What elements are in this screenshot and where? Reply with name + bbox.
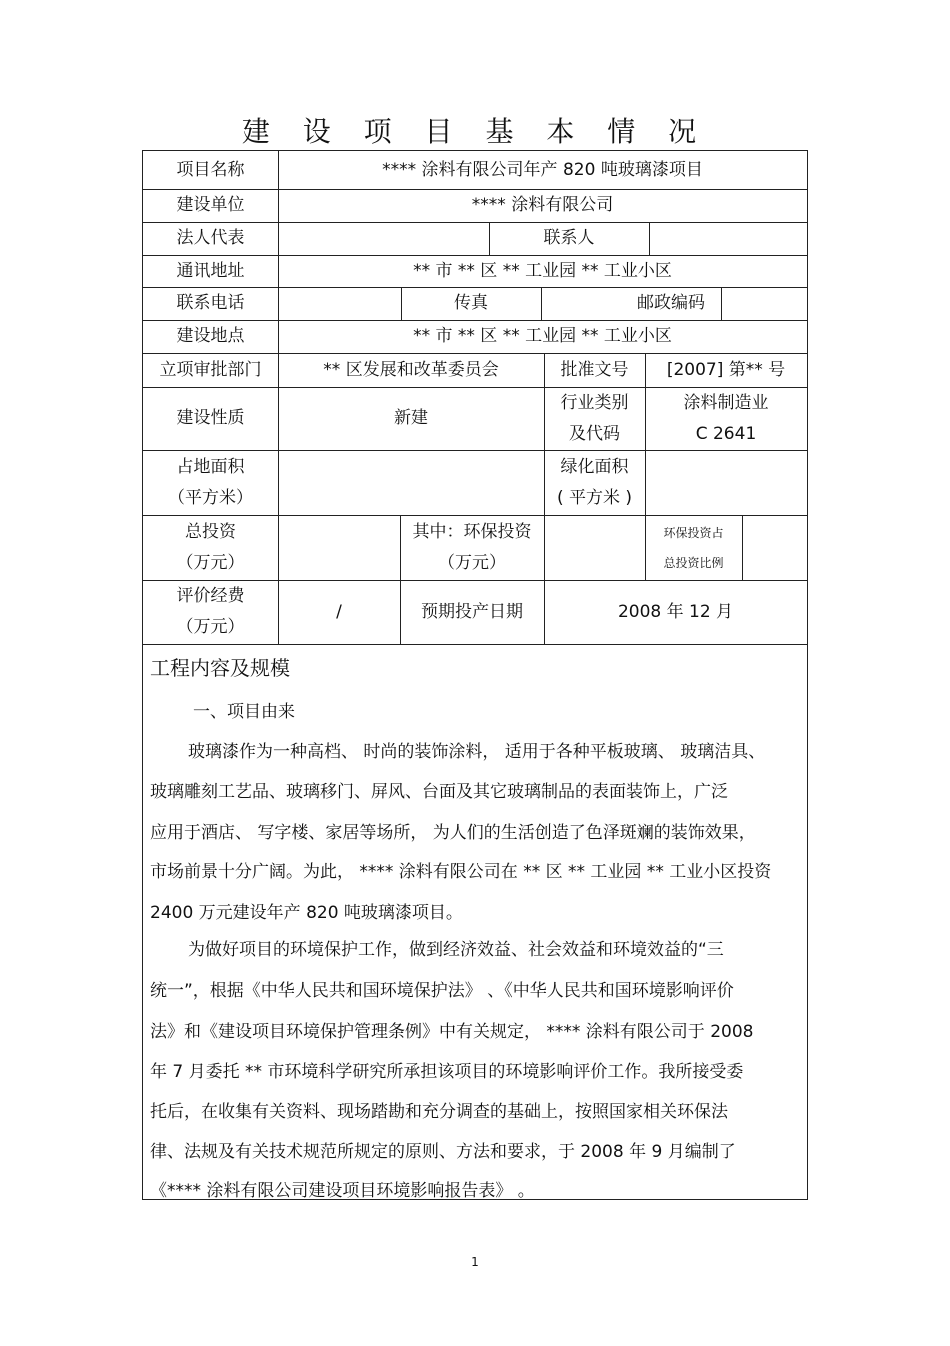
paragraph-line: 年 7 月委托 ** 市环境科学研究所承担该项目的环境影响评价工作。我所接受委 <box>150 1062 744 1082</box>
label-approval-dept: 立项审批部门 <box>159 359 262 380</box>
label-green <box>544 450 645 515</box>
value-fee: / <box>336 601 342 622</box>
label-project-name: 项目名称 <box>176 159 245 180</box>
label-phone: 联系电话 <box>176 293 245 313</box>
label-invest-line1: 总投资 <box>185 521 236 542</box>
value-industry-line1: 涂料制造业 <box>683 392 769 413</box>
label-site: 建设地点 <box>176 326 245 346</box>
label-green-line2: ( 平方米 ) <box>556 487 633 508</box>
value-project-name: **** 涂料有限公司年产 820 吨玻璃漆项目 <box>382 159 703 180</box>
section-heading: 工程内容及规模 <box>150 656 290 680</box>
paragraph-line: 《**** 涂料有限公司建设项目环境影响报告表》 。 <box>150 1181 535 1201</box>
label-green-line1: 绿化面积 <box>560 456 629 477</box>
label-invest <box>143 515 278 580</box>
label-industry <box>544 387 645 450</box>
label-industry-line2: 及代码 <box>569 423 620 444</box>
label-env-ratio-line2: 总投资比例 <box>663 555 724 570</box>
label-contact: 联系人 <box>543 228 595 248</box>
value-prod-date: 2008 年 12 月 <box>617 601 734 622</box>
paragraph-line: 法》和《建设项目环境保护管理条例》中有关规定， **** 涂料有限公司于 2008 <box>150 1022 754 1042</box>
label-legal-rep: 法人代表 <box>176 228 245 248</box>
label-approval-no: 批准文号 <box>560 359 629 380</box>
label-postcode: 邮政编码 <box>637 293 705 313</box>
label-fee-line2: （万元） <box>176 617 245 637</box>
label-area <box>143 450 278 515</box>
value-nature: 新建 <box>394 408 428 428</box>
page-number: 1 <box>471 1255 479 1269</box>
paragraph-line: 应用于酒店、 写字楼、家居等场所， 为人们的生活创造了色泽斑斓的装饰效果， <box>150 823 756 843</box>
paragraph-line: 玻璃雕刻工艺品、玻璃移门、屏风、台面及其它玻璃制品的表面装饰上，广泛 <box>150 782 728 802</box>
value-site: ** 市 ** 区 ** 工业园 ** 工业小区 <box>413 326 672 346</box>
label-fee-line1: 评价经费 <box>176 586 245 606</box>
paragraph-line: 市场前景十分广阔。为此， **** 涂料有限公司在 ** 区 ** 工业园 ** 工业小区投资 <box>150 862 772 882</box>
value-industry <box>645 387 807 450</box>
value-approval-dept: ** 区发展和改革委员会 <box>323 359 499 380</box>
page-title: 建 设 项 目 基 本 情 况 <box>241 115 709 148</box>
paragraph-line: 统一”，根据《中华人民共和国环境保护法》 、《中华人民共和国环境影响评价 <box>150 981 734 1001</box>
value-address: ** 市 ** 区 ** 工业园 ** 工业小区 <box>413 260 672 281</box>
label-prod-date: 预期投产日期 <box>421 601 523 622</box>
label-area-line2: （平方米） <box>168 487 253 508</box>
label-env-invest <box>400 515 544 580</box>
paragraph-line: 律、法规及有关技术规范所规定的原则、方法和要求，于 2008 年 9 月编制了 <box>150 1142 736 1162</box>
label-env-ratio-line1: 环保投资占 <box>663 525 724 540</box>
label-address: 通讯地址 <box>176 260 245 281</box>
label-fee <box>143 580 278 644</box>
paragraph-line: 为做好项目的环境保护工作，做到经济效益、社会效益和环境效益的“三 <box>188 940 724 960</box>
label-builder: 建设单位 <box>176 195 245 215</box>
value-builder: **** 涂料有限公司 <box>471 195 614 215</box>
label-invest-line2: （万元） <box>176 552 245 573</box>
paragraph-line: 一、项目由来 <box>193 702 295 722</box>
label-nature: 建设性质 <box>176 408 245 428</box>
label-env-invest-line1: 其中：环保投资 <box>412 521 532 542</box>
paragraph-line: 托后，在收集有关资料、现场踏勘和充分调查的基础上，按照国家相关环保法 <box>150 1102 728 1122</box>
label-env-invest-line2: （万元） <box>438 552 506 573</box>
label-industry-line1: 行业类别 <box>560 392 629 413</box>
label-area-line1: 占地面积 <box>176 456 245 477</box>
paragraph-line: 玻璃漆作为一种高档、 时尚的装饰涂料， 适用于各种平板玻璃、 玻璃洁具、 <box>188 742 766 762</box>
value-approval-no: [2007] 第** 号 <box>666 359 786 380</box>
label-fax: 传真 <box>454 293 488 313</box>
label-env-ratio <box>645 515 742 580</box>
value-industry-line2: C 2641 <box>695 423 757 444</box>
paragraph-line: 2400 万元建设年产 820 吨玻璃漆项目。 <box>150 903 463 923</box>
